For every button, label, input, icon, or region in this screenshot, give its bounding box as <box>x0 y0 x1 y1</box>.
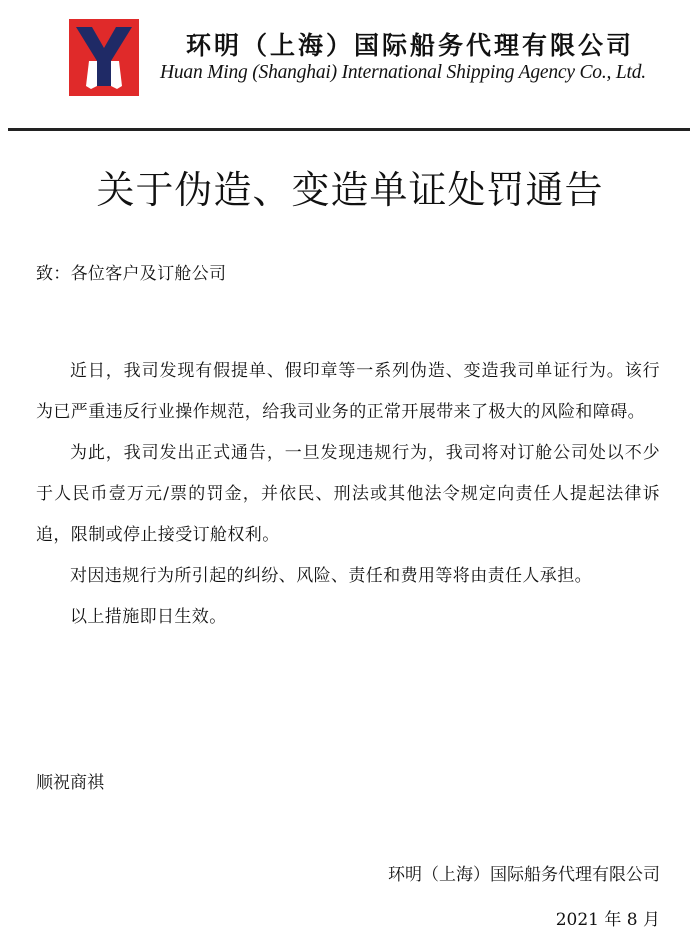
company-name-en: Huan Ming (Shanghai) International Shipping Agency Co., Ltd. <box>160 62 646 83</box>
paragraph-3: 对因违规行为所引起的纠纷、风险、责任和费用等将由责任人承担。 <box>70 566 592 586</box>
company-name-cn: 环明（上海）国际船务代理有限公司 <box>185 31 634 60</box>
notice-body <box>36 351 660 638</box>
notice-date: 2021 年 8 月 <box>555 910 660 930</box>
paragraph-1: 近日，我司发现有假提单、假印章等一系列伪造、变造我司单证行为。该行为已严重违反行业操作规范，给我司业务的正常开展带来了极大的风险和障碍。 <box>36 361 660 422</box>
logo-y-mark <box>69 19 139 96</box>
paragraph-4: 以上措施即日生效。 <box>70 607 227 627</box>
notice-title: 关于伪造、变造单证处罚通告 <box>96 168 604 212</box>
header-divider <box>8 128 690 131</box>
addressee-line: 致：各位客户及订舱公司 <box>36 264 227 284</box>
paragraph-2: 为此，我司发出正式通告，一旦发现违规行为，我司将对订舱公司处以不少于人民币壹万元/票的罚金，并依民、刑法或其他法令规定向责任人提起法律诉追，限制或停止接受订舱权利。 <box>36 443 660 545</box>
closing-salutation: 顺祝商祺 <box>36 773 104 793</box>
signatory-company: 环明（上海）国际船务代理有限公司 <box>388 865 660 885</box>
company-logo <box>69 19 139 96</box>
